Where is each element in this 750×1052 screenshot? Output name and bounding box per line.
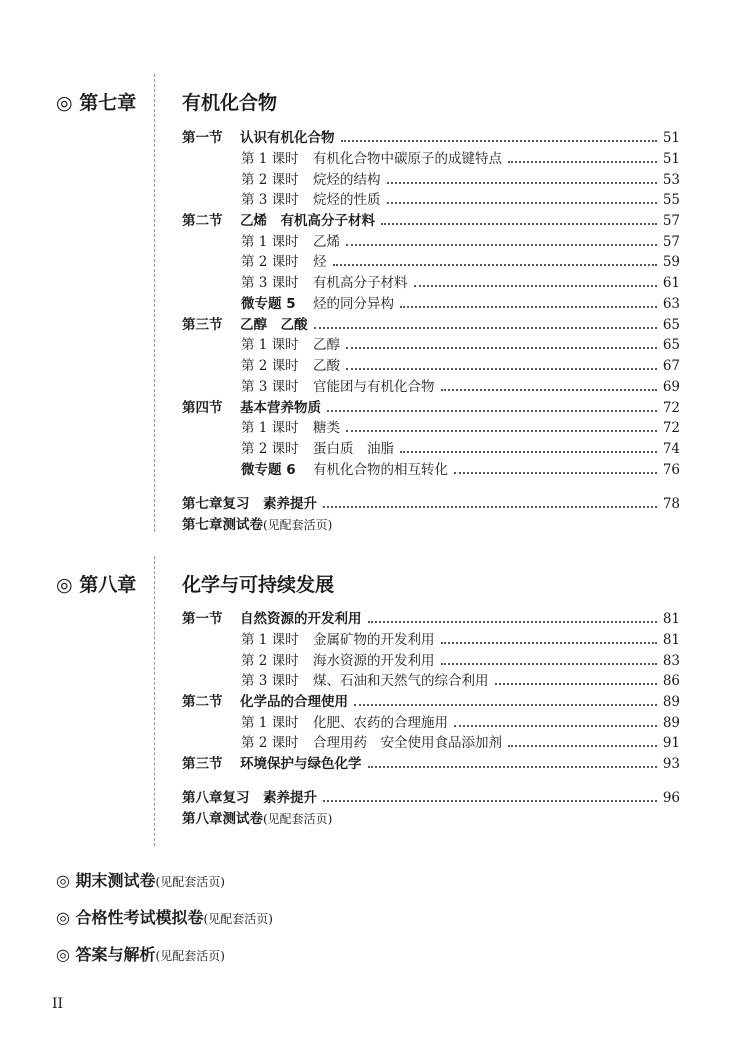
page-ref: 93 <box>662 756 680 772</box>
toc-lesson-row[interactable] <box>241 630 680 650</box>
toc-lesson-row[interactable] <box>241 273 680 293</box>
toc-lesson-row[interactable] <box>241 356 680 376</box>
extra-note: (见配套活页) <box>155 875 225 889</box>
section-label: 第三节 <box>182 756 223 772</box>
extra-title: ◎ 答案与解析 <box>56 945 156 964</box>
section-label: 第二节 <box>182 694 223 710</box>
page-ref: 53 <box>662 172 680 188</box>
leader-dots <box>323 800 657 802</box>
lesson-title: 有机化合物的相互转化 <box>313 462 448 478</box>
review-title: 第八章复习 素养提升 <box>182 790 317 806</box>
page-ref: 86 <box>662 673 680 689</box>
page-number: II <box>52 996 64 1012</box>
chapter-7-heading: ◎ 第七章 <box>56 92 137 114</box>
chapter-8-divider <box>154 556 155 846</box>
page-ref: 81 <box>662 611 680 627</box>
review-title: 第七章复习 素养提升 <box>182 496 317 512</box>
toc-review-row[interactable] <box>182 788 680 808</box>
test-note: (见配套活页) <box>263 518 333 532</box>
test-title: 第七章测试卷 <box>182 517 263 533</box>
lesson-title: 金属矿物的开发利用 <box>313 632 435 648</box>
toc-section-row[interactable] <box>182 754 680 774</box>
toc-section-row[interactable] <box>182 315 680 335</box>
toc-test-row[interactable] <box>182 515 680 535</box>
extra-title: ◎ 期末测试卷 <box>56 871 156 890</box>
lesson-title: 乙醇 <box>313 337 340 353</box>
toc-lesson-row[interactable] <box>241 733 680 753</box>
extra-note: (见配套活页) <box>155 949 225 963</box>
lesson-title: 糖类 <box>313 420 340 436</box>
page-ref: 83 <box>662 653 680 669</box>
toc-lesson-row[interactable] <box>241 170 680 190</box>
section-title: 乙烯 有机高分子材料 <box>240 213 375 229</box>
leader-dots <box>354 704 657 706</box>
section-title: 认识有机化合物 <box>240 130 335 146</box>
section-label: 第一节 <box>182 611 223 627</box>
lesson-label: 第 1 课时 <box>241 715 299 731</box>
page-ref: 72 <box>662 420 680 436</box>
lesson-label: 第 2 课时 <box>241 441 299 457</box>
page-ref: 57 <box>662 213 680 229</box>
lesson-title: 烃 <box>313 254 327 270</box>
lesson-label: 第 1 课时 <box>241 151 299 167</box>
toc-test-row[interactable] <box>182 809 680 829</box>
lesson-label: 第 3 课时 <box>241 275 299 291</box>
leader-dots <box>346 347 657 349</box>
page-ref: 91 <box>662 735 680 751</box>
page-ref: 51 <box>662 130 680 146</box>
leader-dots <box>441 642 657 644</box>
page-ref: 65 <box>662 337 680 353</box>
leader-dots <box>400 306 657 308</box>
lesson-label: 第 2 课时 <box>241 172 299 188</box>
lesson-label: 第 3 课时 <box>241 192 299 208</box>
leader-dots <box>454 725 657 727</box>
toc-special-topic-row[interactable] <box>241 294 680 314</box>
page-ref: 96 <box>662 790 680 806</box>
toc-lesson-row[interactable] <box>241 651 680 671</box>
page-ref: 72 <box>662 400 680 416</box>
page-ref: 63 <box>662 296 680 312</box>
lesson-title: 烃的同分异构 <box>313 296 394 312</box>
leader-dots <box>414 285 657 287</box>
section-title: 基本营养物质 <box>240 400 321 416</box>
lesson-label: 第 1 课时 <box>241 632 299 648</box>
test-title: 第八章测试卷 <box>182 811 263 827</box>
page-ref: 78 <box>662 496 680 512</box>
section-title: 自然资源的开发利用 <box>240 611 362 627</box>
toc-lesson-row[interactable] <box>241 252 680 272</box>
special-topic-label: 微专题 6 <box>241 462 296 478</box>
leader-dots <box>508 745 657 747</box>
chapter-7-title: 有机化合物 <box>182 92 278 114</box>
extra-note: (见配套活页) <box>203 912 273 926</box>
lesson-label: 第 1 课时 <box>241 234 299 250</box>
page-ref: 69 <box>662 379 680 395</box>
leader-dots <box>346 430 657 432</box>
test-note: (见配套活页) <box>263 812 333 826</box>
lesson-label: 第 1 课时 <box>241 337 299 353</box>
toc-review-row[interactable] <box>182 494 680 514</box>
final-exam-entry[interactable] <box>56 868 225 891</box>
leader-dots <box>387 202 657 204</box>
page-ref: 74 <box>662 441 680 457</box>
leader-dots <box>368 766 657 768</box>
toc-section-row[interactable] <box>182 211 680 231</box>
toc-section-row[interactable] <box>182 609 680 629</box>
lesson-title: 乙酸 <box>313 358 340 374</box>
lesson-title: 合理用药 安全使用食品添加剂 <box>313 735 502 751</box>
toc-lesson-row[interactable] <box>241 232 680 252</box>
toc-lesson-row[interactable] <box>241 418 680 438</box>
page-ref: 55 <box>662 192 680 208</box>
toc-lesson-row[interactable] <box>241 149 680 169</box>
page-ref: 76 <box>662 462 680 478</box>
leader-dots <box>381 223 657 225</box>
page-ref: 89 <box>662 694 680 710</box>
leader-dots <box>387 182 657 184</box>
lesson-title: 海水资源的开发利用 <box>313 653 435 669</box>
page-ref: 67 <box>662 358 680 374</box>
section-label: 第四节 <box>182 400 223 416</box>
lesson-title: 烷烃的结构 <box>313 172 381 188</box>
section-label: 第一节 <box>182 130 223 146</box>
lesson-label: 第 2 课时 <box>241 254 299 270</box>
chapter-8-title: 化学与可持续发展 <box>182 574 335 596</box>
page-ref: 89 <box>662 715 680 731</box>
lesson-title: 烷烃的性质 <box>313 192 381 208</box>
leader-dots <box>346 244 657 246</box>
page-ref: 61 <box>662 275 680 291</box>
leader-dots <box>454 472 657 474</box>
toc-section-row[interactable] <box>182 692 680 712</box>
page-ref: 51 <box>662 151 680 167</box>
special-topic-label: 微专题 5 <box>241 296 296 312</box>
toc-lesson-row[interactable] <box>241 190 680 210</box>
leader-dots <box>333 264 657 266</box>
toc-lesson-row[interactable] <box>241 671 680 691</box>
lesson-title: 化肥、农药的合理施用 <box>313 715 448 731</box>
lesson-title: 煤、石油和天然气的综合利用 <box>313 673 489 689</box>
leader-dots <box>495 683 657 685</box>
leader-dots <box>441 389 657 391</box>
lesson-title: 有机高分子材料 <box>313 275 408 291</box>
page-ref: 59 <box>662 254 680 270</box>
section-label: 第三节 <box>182 317 223 333</box>
leader-dots <box>346 368 657 370</box>
page-ref: 81 <box>662 632 680 648</box>
leader-dots <box>314 327 657 329</box>
leader-dots <box>368 621 657 623</box>
toc-section-row[interactable] <box>182 398 680 418</box>
leader-dots <box>508 161 657 163</box>
toc-section-row[interactable] <box>182 128 680 148</box>
lesson-title: 官能团与有机化合物 <box>313 379 435 395</box>
toc-lesson-row[interactable] <box>241 377 680 397</box>
leader-dots <box>441 663 657 665</box>
chapter-7-divider <box>154 74 155 532</box>
lesson-label: 第 3 课时 <box>241 673 299 689</box>
toc-special-topic-row[interactable] <box>241 460 680 480</box>
extra-title: ◎ 合格性考试模拟卷 <box>56 908 204 927</box>
page-ref: 65 <box>662 317 680 333</box>
toc-lesson-row[interactable] <box>241 335 680 355</box>
section-title: 化学品的合理使用 <box>240 694 348 710</box>
leader-dots <box>341 140 657 142</box>
section-label: 第二节 <box>182 213 223 229</box>
lesson-title: 乙烯 <box>313 234 340 250</box>
toc-lesson-row[interactable] <box>241 713 680 733</box>
answers-entry[interactable] <box>56 942 225 965</box>
lesson-label: 第 3 课时 <box>241 379 299 395</box>
qualification-exam-entry[interactable] <box>56 905 273 928</box>
lesson-title: 有机化合物中碳原子的成键特点 <box>313 151 502 167</box>
leader-dots <box>327 410 657 412</box>
page-ref: 57 <box>662 234 680 250</box>
lesson-label: 第 2 课时 <box>241 653 299 669</box>
chapter-8-heading: ◎ 第八章 <box>56 574 137 596</box>
section-title: 环境保护与绿色化学 <box>240 756 362 772</box>
toc-lesson-row[interactable] <box>241 439 680 459</box>
lesson-label: 第 2 课时 <box>241 358 299 374</box>
lesson-title: 蛋白质 油脂 <box>313 441 394 457</box>
section-title: 乙醇 乙酸 <box>240 317 308 333</box>
leader-dots <box>400 451 657 453</box>
leader-dots <box>323 506 657 508</box>
lesson-label: 第 1 课时 <box>241 420 299 436</box>
lesson-label: 第 2 课时 <box>241 735 299 751</box>
